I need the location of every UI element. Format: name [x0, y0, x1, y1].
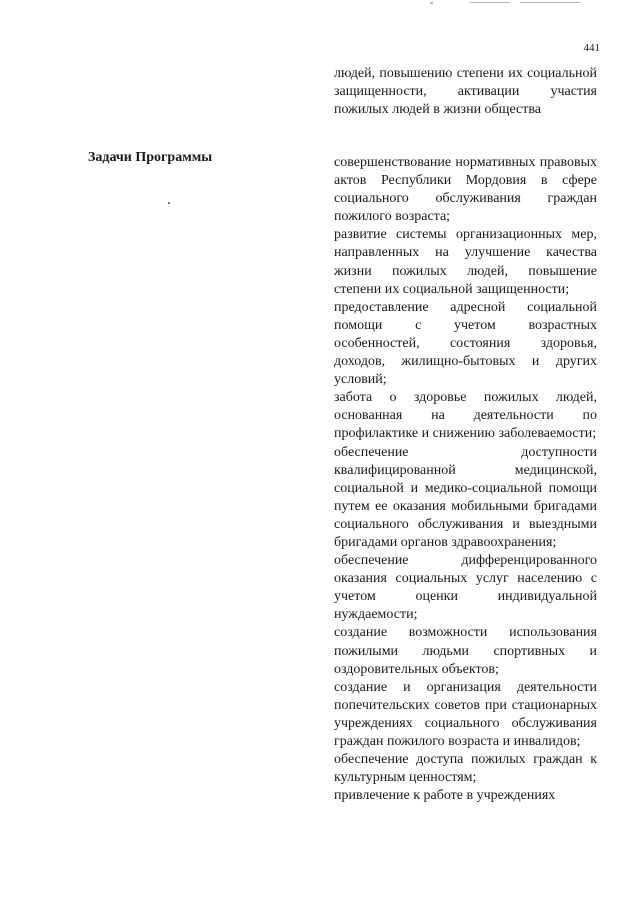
- section-label: Задачи Программы: [88, 150, 213, 165]
- task-item: обеспечение доступности квалифицированной медицинской, социальной и медико-социальной помощи путем ее оказания мобильными бригадами социального обслуживания и выездными бригадами органов здравоохранения;: [334, 444, 597, 550]
- continuation-block: [334, 65, 597, 119]
- task-item: создание возможности использования пожилыми людьми спортивных и оздоровительных объектов;: [334, 625, 597, 677]
- scan-artifact: [168, 202, 170, 204]
- tasks-list: [334, 154, 597, 805]
- scan-artifact: [520, 2, 580, 3]
- task-item: развитие системы организационных мер, направленных на улучшение качества жизни пожилых людей, повышение степени их социальной защищенности;: [334, 227, 597, 297]
- task-item: привлечение к работе в учреждениях: [334, 788, 556, 804]
- continuation-text: людей, повышению степени их социальной защищенности, активации участия пожилых людей в жизни общества: [334, 66, 597, 118]
- task-item: совершенствование нормативных правовых актов Республики Мордовия в сфере социального обслуживания граждан пожилого возраста;: [334, 155, 597, 225]
- task-item: обеспечение доступа пожилых граждан к культурным ценностям;: [334, 752, 597, 786]
- scan-artifact: [470, 2, 510, 3]
- page-number: 441: [583, 42, 600, 54]
- task-item: предоставление адресной социальной помощи с учетом возрастных особенностей, состояния здоровья, доходов, жилищно-бытовых и других условий;: [334, 299, 597, 388]
- scan-artifact: [430, 2, 433, 4]
- task-item: обеспечение дифференцированного оказания социальных услуг населению с учетом оценки индивидуальной нуждаемости;: [334, 553, 597, 623]
- task-item: создание и организация деятельности попечительских советов при стационарных учреждениях социального обслуживания граждан пожилого возраста и инвалидов;: [334, 679, 597, 749]
- task-item: забота о здоровье пожилых людей, основанная на деятельности по профилактике и снижению заболеваемости;: [334, 390, 597, 442]
